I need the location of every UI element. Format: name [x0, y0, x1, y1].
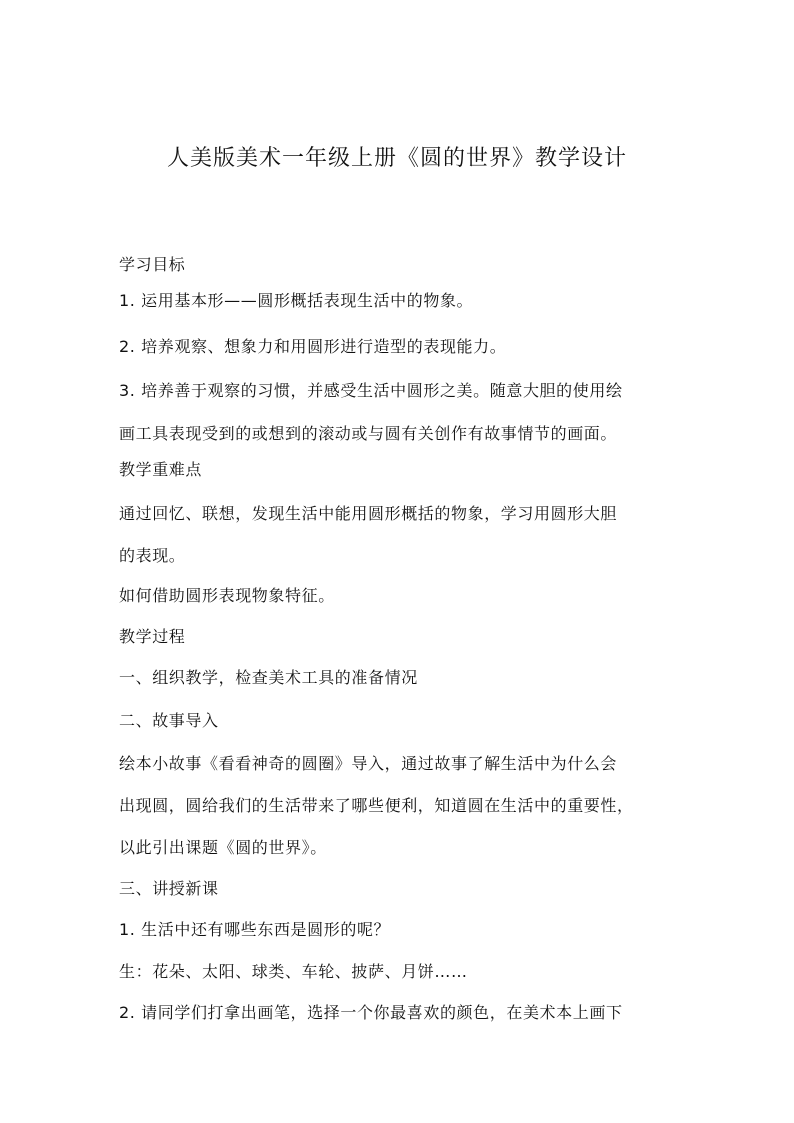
paragraph-line: 1. 生活中还有哪些东西是圆形的呢？ — [119, 920, 391, 939]
paragraph-line: 绘本小故事《看看神奇的圆圈》导入，通过故事了解生活中为什么会 — [119, 754, 618, 773]
section-heading-key-points: 教学重难点 — [119, 460, 203, 479]
paragraph-line: 的表现。 — [119, 546, 186, 565]
paragraph-line: 3. 培养善于观察的习惯，并感受生活中圆形之美。随意大胆的使用绘 — [119, 381, 623, 400]
paragraph-line: 二、故事导入 — [119, 711, 219, 730]
paragraph-line: 通过回忆、联想，发现生活中能用圆形概括的物象，学习用圆形大胆 — [119, 504, 618, 523]
paragraph-line: 画工具表现受到的或想到的滚动或与圆有关创作有故事情节的画面。 — [119, 424, 618, 443]
section-heading-objectives: 学习目标 — [119, 255, 186, 274]
paragraph-line: 2. 培养观察、想象力和用圆形进行造型的表现能力。 — [119, 337, 507, 356]
section-heading-process: 教学过程 — [119, 627, 186, 646]
paragraph-line: 2. 请同学们打拿出画笔，选择一个你最喜欢的颜色，在美术本上画下 — [119, 1003, 623, 1022]
paragraph-line: 如何借助圆形表现物象特征。 — [119, 586, 335, 605]
document-title: 人美版美术一年级上册《圆的世界》教学设计 — [166, 146, 627, 171]
paragraph-line: 三、讲授新课 — [119, 879, 219, 898]
paragraph-line: 生：花朵、太阳、球类、车轮、披萨、月饼…… — [119, 962, 468, 981]
paragraph-line: 以此引出课题《圆的世界》。 — [119, 838, 327, 857]
paragraph-line: 出现圆，圆给我们的生活带来了哪些便利，知道圆在生活中的重要性， — [119, 796, 634, 815]
paragraph-line: 一、组织教学，检查美术工具的准备情况 — [119, 668, 418, 687]
paragraph-line: 1. 运用基本形——圆形概括表现生活中的物象。 — [119, 291, 474, 310]
